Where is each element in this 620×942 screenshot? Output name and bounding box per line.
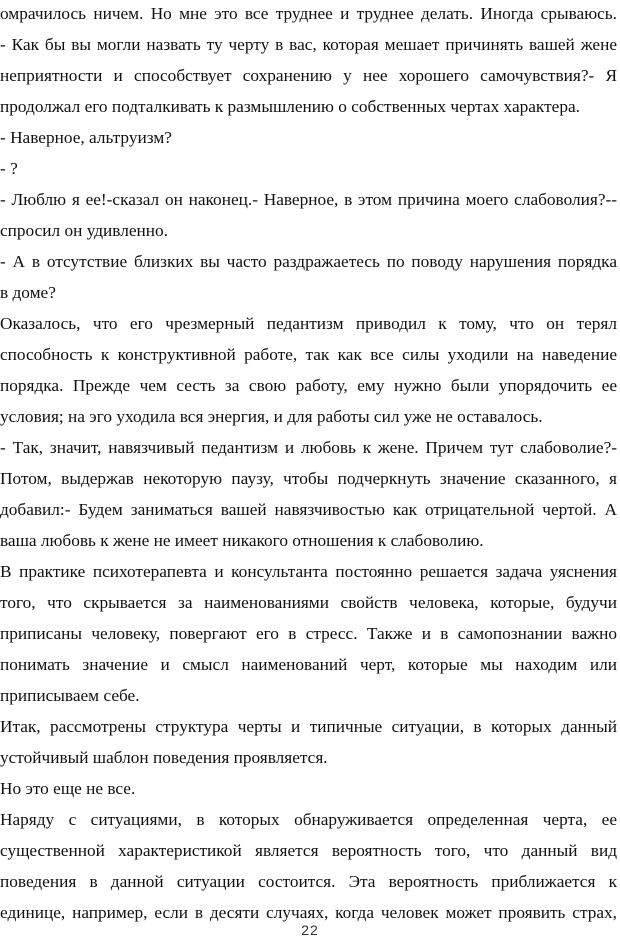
text-line: устойчивый шаблон поведения проявляется. — [0, 748, 328, 767]
text-line: существенной характеристикой является вероятность того, что данный вид — [0, 841, 617, 860]
text-line: - Так, значит, навязчивый педантизм и любовь к жене. Причем тут слабоволие?- — [0, 438, 617, 457]
text-line: омрачилось ничем. Но мне это все труднее и труднее делать. Иногда срываюсь. — [0, 4, 617, 23]
text-line: способность к конструктивной работе, так как все силы уходили на наведение — [0, 345, 617, 364]
page-number: 22 — [301, 922, 319, 938]
text-line: условия; на эго уходила вся энергия, и для работы сил уже не оставалось. — [0, 407, 543, 426]
text-line: понимать значение и смысл наименований черт, которые мы находим или — [0, 655, 617, 674]
text-line: единице, например, если в десяти случаях, когда человек может проявить страх, — [0, 903, 617, 922]
text-line: того, что скрывается за наименованиями свойств человека, которые, будучи — [0, 593, 617, 612]
text-line: Оказалось, что его чрезмерный педантизм приводил к тому, что он терял — [0, 314, 617, 333]
text-line: продолжал его подталкивать к размышлению о собственных чертах характера. — [0, 97, 580, 116]
text-line: спросил он удивленно. — [0, 221, 168, 240]
text-line: Наряду с ситуациями, в которых обнаруживается определенная черта, ее — [0, 810, 617, 829]
text-line: Но это еще не все. — [0, 779, 136, 798]
text-line: приписаны человеку, повергают его в стресс. Также и в самопознании важно — [0, 624, 617, 643]
text-line: - Люблю я ее!-сказал он наконец.- Наверное, в этом причина моего слабоволия?-- — [0, 190, 617, 209]
text-line: порядка. Прежде чем сесть за свою работу, ему нужно были упорядочить ее — [0, 376, 617, 395]
text-line: ваша любовь к жене не имеет никакого отношения к слабоволию. — [0, 531, 484, 550]
text-line: приписываем себе. — [0, 686, 140, 705]
text-line: добавил:- Будем заниматься вашей навязчивостью как отрицательной чертой. А — [0, 500, 617, 519]
text-line: - А в отсутствие близких вы часто раздражаетесь по поводу нарушения порядка — [0, 252, 617, 271]
text-line: Итак, рассмотрены структура черты и типичные ситуации, в которых данный — [0, 717, 617, 736]
text-line: - ? — [0, 159, 18, 178]
text-line: В практике психотерапевта и консультанта постоянно решается задача уяснения — [0, 562, 617, 581]
text-line: в доме? — [0, 283, 56, 302]
text-line: поведения в данной ситуации состоится. Эта вероятность приближается к — [0, 872, 617, 891]
text-line: неприятности и способствует сохранению у нее хорошего самочувствия?- Я — [0, 66, 617, 85]
text-line: - Наверное, альтруизм? — [0, 128, 172, 147]
text-line: Потом, выдержав некоторую паузу, чтобы подчеркнуть значение сказанного, я — [0, 469, 617, 488]
text-line: - Как бы вы могли назвать ту черту в вас, которая мешает причинять вашей жене — [0, 35, 617, 54]
